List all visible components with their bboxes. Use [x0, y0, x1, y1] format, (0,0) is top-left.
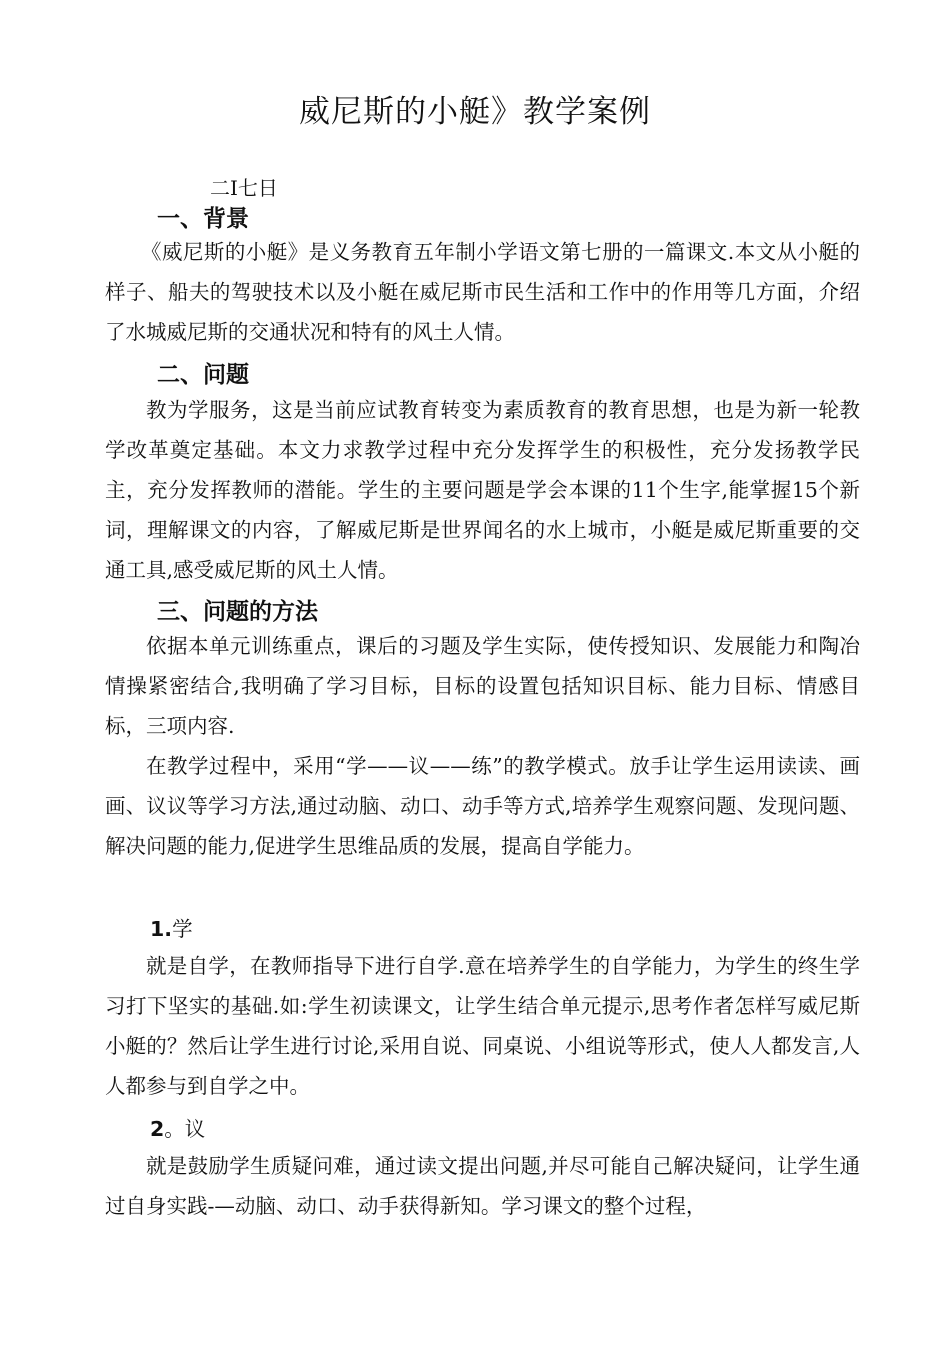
subsection-heading-discuss	[150, 1112, 205, 1142]
subsection-paragraph-discuss: 就是鼓励学生质疑问难，通过读文提出问题,并尽可能自己解决疑问，让学生通过自身实践-—动脑、动口、动手获得新知。学习课文的整个过程，	[105, 1154, 860, 1218]
section-paragraph-problem: 教为学服务，这是当前应试教育转变为素质教育的教育思想，也是为新一轮教学改革奠定基础。本文力求教学过程中充分发挥学生的积极性，充分发扬教学民主，充分发挥教师的潜能。学生的主要问题是学会本课的11个生字,能掌握15个新词，理解课文的内容，了解威尼斯是世界闻名的水上城市，小艇是威尼斯重要的交通工具,感受威尼斯的风土人情。	[105, 398, 860, 582]
section-paragraph-method-2: 在教学过程中，采用“学——议——练”的教学模式。放手让学生运用读读、画画、议议等学习方法,通过动脑、动口、动手等方式,培养学生观察问题、发现问题、解决问题的能力,促进学生思维品质的发展，提高自学能力。	[105, 754, 860, 858]
section-paragraph-method-1: 依据本单元训练重点，课后的习题及学生实际，使传授知识、发展能力和陶冶情操紧密结合,我明确了学习目标，目标的设置包括知识目标、能力目标、情感目标，三项内容.	[105, 634, 860, 738]
section-paragraph-background: 《威尼斯的小艇》是义务教育五年制小学语文第七册的一篇课文.本文从小艇的样子、船夫的驾驶技术以及小艇在威尼斯市民生活和工作中的作用等几方面，介绍了水城威尼斯的交通状况和特有的风土人情。	[105, 240, 860, 344]
subsection-label: 。议	[164, 1117, 206, 1141]
subsection-heading-learn	[150, 912, 193, 942]
subsection-number: 2	[150, 1117, 165, 1141]
subsection-number: 1.	[150, 917, 173, 941]
section-heading-background: 一、背景	[157, 206, 249, 232]
document-title: 威尼斯的小艇》教学案例	[299, 94, 651, 130]
subsection-paragraph-learn: 就是自学，在教师指导下进行自学.意在培养学生的自学能力，为学生的终生学习打下坚实的基础.如:学生初读课文，让学生结合单元提示,思考作者怎样写威尼斯小艇的？然后让学生进行讨论,采用自说、同桌说、小组说等形式，使人人都发言,人人都参与到自学之中。	[105, 954, 860, 1098]
section-heading-problem: 二、问题	[157, 362, 249, 388]
subsection-label: 学	[172, 917, 193, 941]
section-heading-method: 三、问题的方法	[157, 599, 318, 625]
date-line: 二I七日	[210, 176, 278, 200]
